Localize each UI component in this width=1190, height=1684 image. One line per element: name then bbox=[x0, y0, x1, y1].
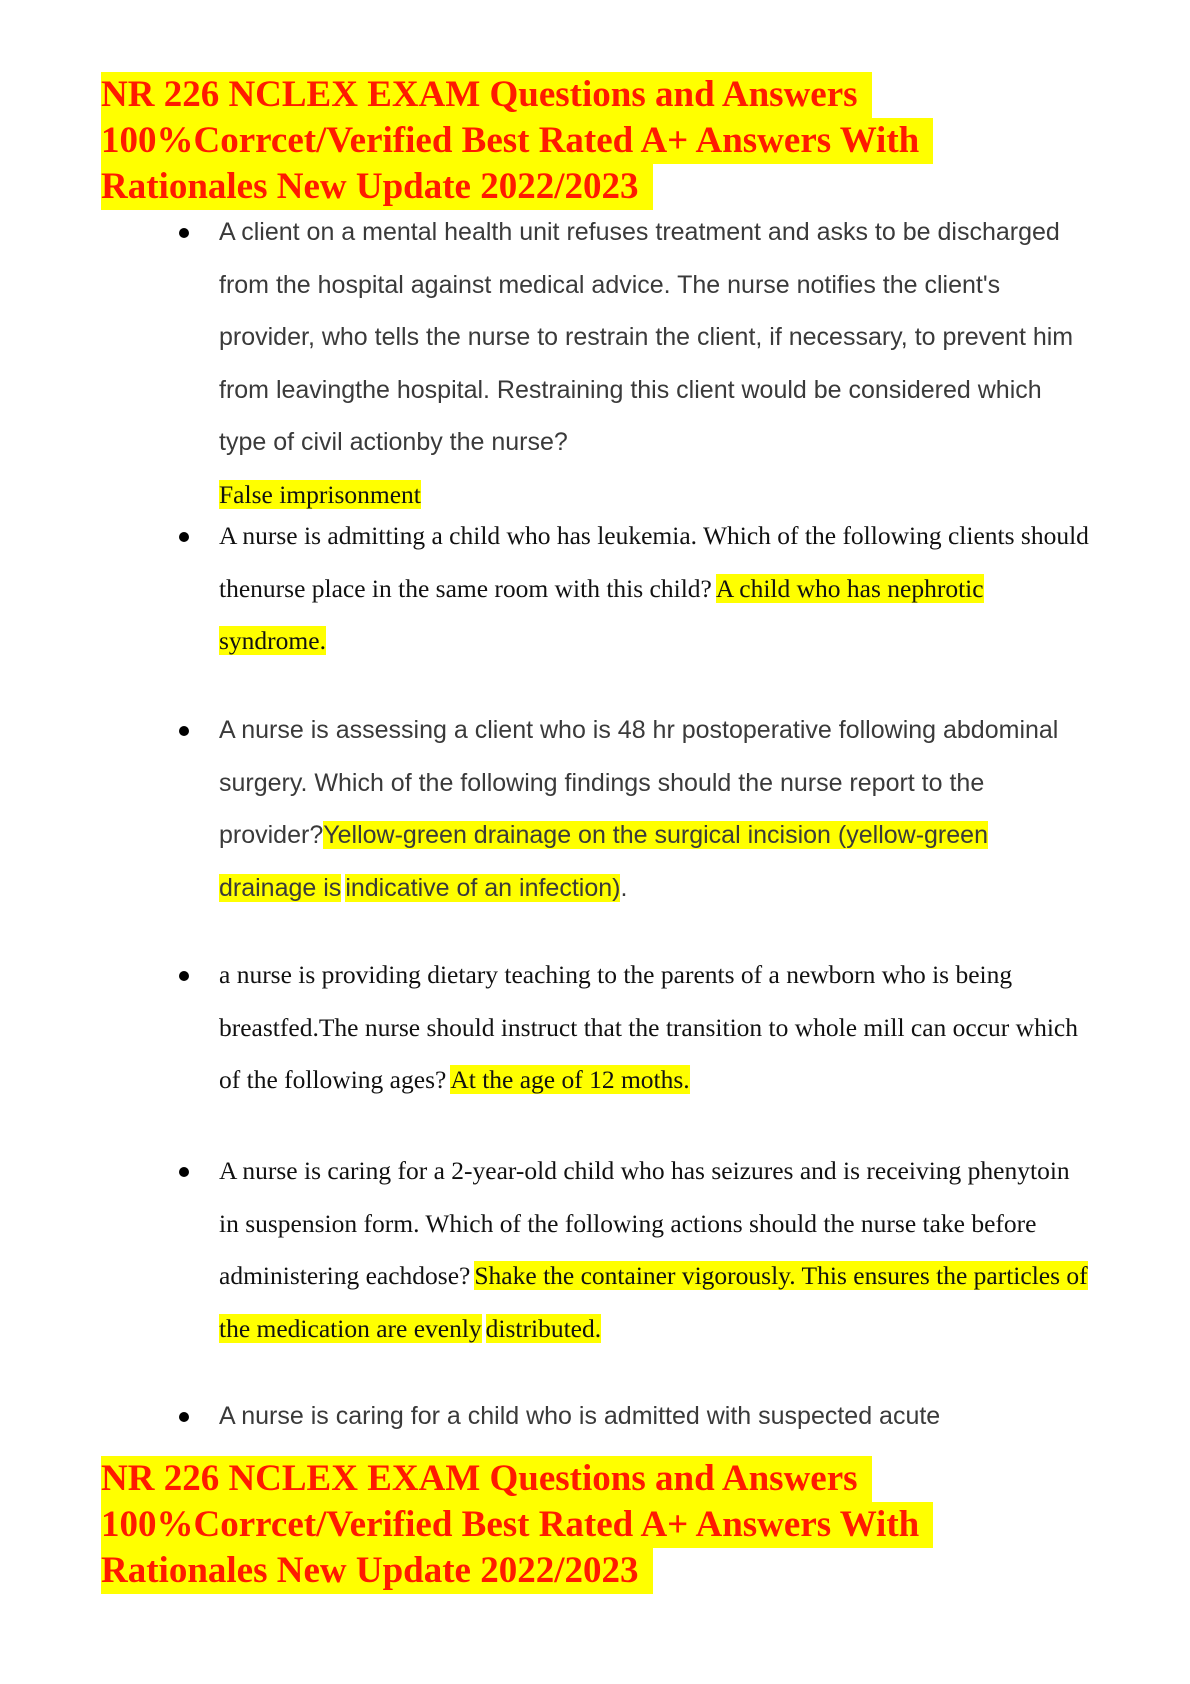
answer-text: At the age of 12 moths. bbox=[450, 1065, 690, 1094]
question-text: A nurse is caring for a child who is admitted with suspected acute bbox=[219, 1402, 941, 1430]
bullet-icon bbox=[179, 1167, 189, 1177]
question-text: A nurse is caring for a 2-year-old child who has seizures and is receiving phenytoin in suspension form. Which of the following actions should the nurse take before administering eachdose? bbox=[219, 1156, 1070, 1290]
answer-text: A child who has nephrotic syndrome. bbox=[219, 573, 984, 655]
question-item bbox=[182, 1392, 1092, 1445]
question-item bbox=[182, 1147, 1092, 1357]
question-text: a nurse is providing dietary teaching to the parents of a newborn who is being breastfed.The nurse should instruct that the transition to whole mill can occur which of the following ages? bbox=[219, 960, 1078, 1094]
bullet-icon bbox=[179, 971, 189, 981]
title-line: 100%Corrcet/Verified Best Rated A+ Answers With bbox=[101, 118, 933, 164]
title-line: NR 226 NCLEX EXAM Questions and Answers bbox=[101, 72, 872, 118]
title-line: 100%Corrcet/Verified Best Rated A+ Answers With bbox=[101, 1502, 933, 1548]
answer-text: indicative of an infection) bbox=[345, 873, 621, 902]
bullet-icon bbox=[179, 1412, 189, 1422]
question-text: A nurse is assessing a client who is 48 hr postoperative following abdominal surgery. Which of the following findings should the nurse report to the provider? bbox=[219, 716, 1059, 849]
document-title-header bbox=[101, 72, 933, 210]
question-text: A nurse is admitting a child who has leukemia. Which of the following clients should thenurse place in the same room with this child? bbox=[219, 521, 1089, 603]
answer-trailing: . bbox=[620, 873, 628, 902]
title-line: Rationales New Update 2022/2023 bbox=[101, 164, 653, 210]
title-line: NR 226 NCLEX EXAM Questions and Answers bbox=[101, 1456, 872, 1502]
answer-text: Yellow-green drainage on the surgical incision (yellow-green drainage is bbox=[219, 821, 988, 902]
bullet-icon bbox=[179, 726, 189, 736]
question-text: A client on a mental health unit refuses treatment and asks to be discharged from the hospital against medical advice. The nurse notifies the client's provider, who tells the nurse to restrain the client, if necessary, to prevent him from leavingthe hospital. Restraining this client would be considered which type of civil actionby the nurse? bbox=[219, 218, 1074, 456]
document-title-footer bbox=[101, 1456, 933, 1594]
question-item bbox=[182, 208, 1092, 523]
question-item bbox=[182, 706, 1092, 916]
answer-text: False imprisonment bbox=[219, 479, 421, 509]
question-item bbox=[182, 512, 1092, 670]
bullet-icon bbox=[179, 532, 189, 542]
bullet-icon bbox=[179, 228, 189, 238]
question-item bbox=[182, 951, 1092, 1109]
answer-text: distributed. bbox=[485, 1313, 602, 1343]
answer-text: Shake the container vigorously. This ensures the particles of the medication are evenly bbox=[219, 1261, 1088, 1343]
title-line: Rationales New Update 2022/2023 bbox=[101, 1548, 653, 1594]
